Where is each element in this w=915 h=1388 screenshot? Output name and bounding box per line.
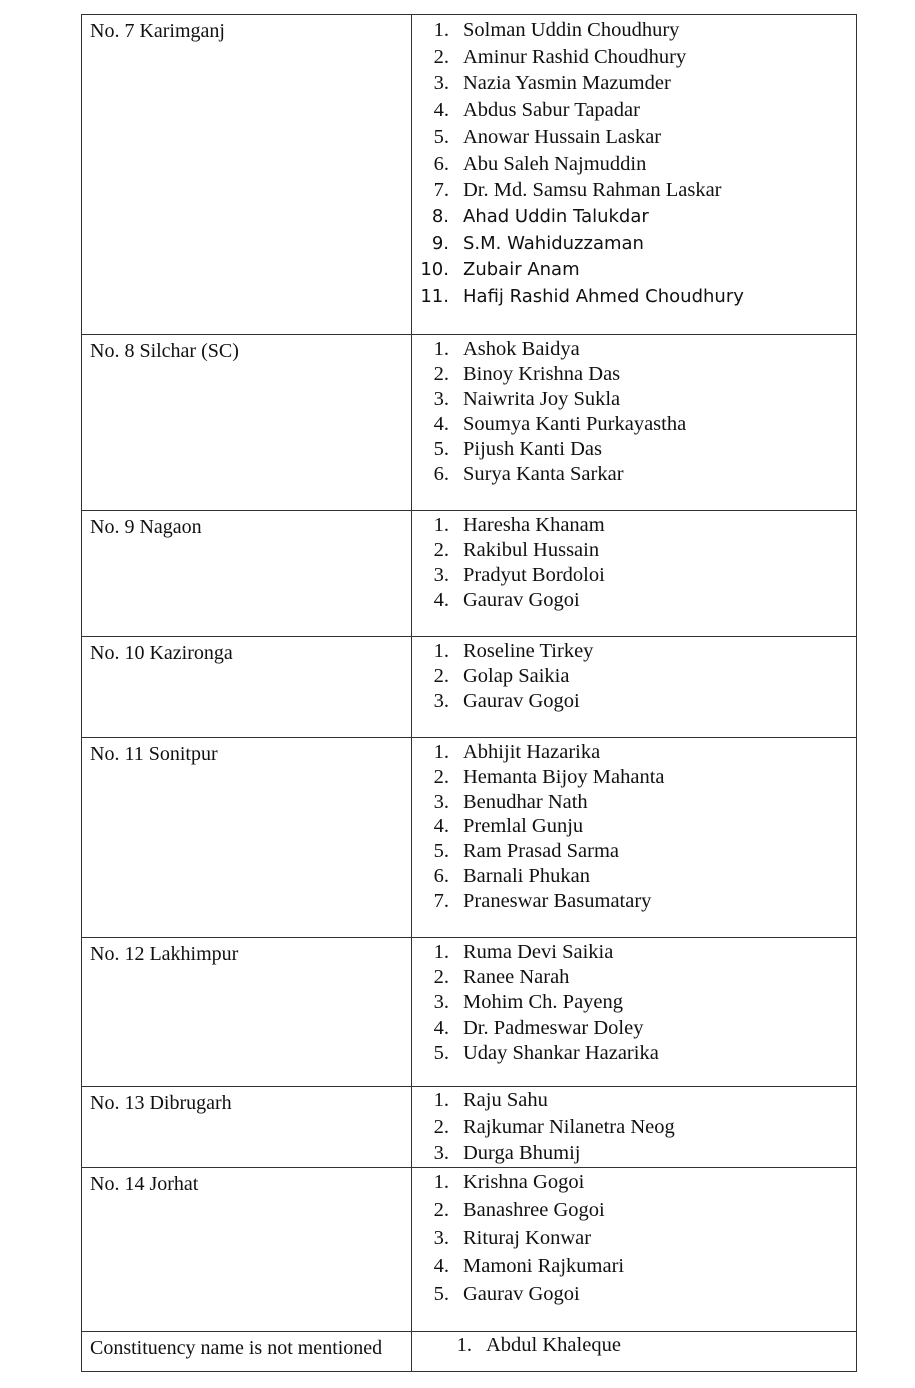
candidate-number: 1. [433, 514, 449, 536]
candidate-number: 5. [433, 438, 449, 460]
constituency-name: No. 7 Karimganj [90, 20, 225, 42]
list-item [412, 44, 856, 71]
candidate-number: 4. [433, 1016, 449, 1039]
candidate-name: Banashree Gogoi [463, 1198, 605, 1221]
candidate-name: Gaurav Gogoi [463, 690, 580, 712]
candidate-number: 3. [433, 388, 449, 410]
list-item [412, 1087, 856, 1114]
list-item [412, 204, 856, 231]
candidate-number: 4. [433, 589, 449, 611]
list-item [412, 990, 856, 1015]
candidate-list [412, 15, 856, 311]
candidate-name: Rituraj Konwar [463, 1226, 592, 1249]
constituency-name: No. 14 Jorhat [90, 1172, 199, 1195]
list-item [412, 462, 856, 487]
constituency-name: No. 12 Lakhimpur [90, 943, 239, 965]
candidate-name: Abdus Sabur Tapadar [463, 99, 640, 122]
list-item [412, 1016, 856, 1041]
candidate-number: 2. [433, 539, 449, 561]
table-row [82, 637, 857, 738]
candidate-list [412, 738, 856, 914]
candidate-name: Ashok Baidya [463, 338, 580, 360]
candidate-number: 6. [433, 463, 449, 485]
candidate-number: 2. [433, 966, 449, 989]
list-item [412, 814, 856, 839]
table-row [82, 511, 857, 637]
candidate-number: 10. [420, 259, 449, 281]
list-item [412, 97, 856, 124]
table-row [82, 1167, 857, 1331]
candidate-name: Naiwrita Joy Sukla [463, 388, 621, 410]
list-item [412, 689, 856, 714]
candidate-name: Hemanta Bijoy Mahanta [463, 765, 665, 788]
candidate-name: Rakibul Hussain [463, 539, 600, 561]
candidate-name: Nazia Yasmin Mazumder [463, 72, 671, 95]
candidate-name: Ranee Narah [463, 966, 570, 989]
candidate-number: 2. [433, 45, 449, 68]
table-row [82, 1331, 857, 1371]
candidate-name: Dr. Md. Samsu Rahman Laskar [463, 179, 722, 202]
candidate-name: Benudhar Nath [463, 790, 588, 813]
list-item [412, 740, 856, 765]
list-item [412, 70, 856, 97]
candidate-name: Ram Prasad Sarma [463, 840, 619, 863]
list-item [412, 1224, 856, 1252]
list-item [412, 437, 856, 462]
candidate-number: 1. [433, 741, 449, 763]
candidate-number: 4. [433, 815, 449, 838]
candidate-name: Pijush Kanti Das [463, 438, 602, 460]
list-item [412, 839, 856, 864]
candidate-number: 7. [433, 889, 449, 912]
candidate-name: Pradyut Bordoloi [463, 564, 605, 586]
list-item [412, 1168, 856, 1196]
list-item [412, 588, 856, 613]
candidate-number: 2. [433, 765, 449, 788]
candidate-list [412, 511, 856, 613]
candidate-name: Uday Shankar Hazarika [463, 1041, 659, 1064]
list-item [412, 1140, 856, 1167]
candidate-number: 2. [433, 665, 449, 687]
candidate-name: Barnali Phukan [463, 864, 590, 887]
list-item [412, 387, 856, 412]
candidate-name: Golap Saikia [463, 665, 570, 687]
candidate-number: 1. [433, 1170, 449, 1193]
list-item [412, 864, 856, 889]
candidate-number: 9. [431, 232, 449, 254]
constituency-name: No. 10 Kazironga [90, 642, 233, 664]
candidate-number: 2. [433, 1198, 449, 1221]
candidate-number: 1. [433, 19, 449, 41]
candidate-number: 3. [433, 690, 449, 712]
candidate-name: Binoy Krishna Das [463, 363, 621, 385]
list-item [412, 1041, 856, 1066]
candidate-number: 5. [433, 840, 449, 863]
table-row [82, 1087, 857, 1168]
list-item [412, 177, 856, 204]
candidate-name: Raju Sahu [463, 1089, 548, 1111]
list-item [412, 1196, 856, 1224]
candidate-name: Durga Bhumij [463, 1142, 581, 1164]
table-row [82, 15, 857, 335]
candidate-number: 4. [433, 1254, 449, 1277]
candidate-list [412, 637, 856, 714]
table-row [82, 335, 857, 511]
list-item [412, 412, 856, 437]
candidate-name: Soumya Kanti Purkayastha [463, 413, 687, 435]
list-item [412, 1280, 856, 1308]
candidate-name: Gaurav Gogoi [463, 1282, 580, 1305]
candidate-number: 2. [433, 363, 449, 385]
list-item [412, 124, 856, 151]
candidate-name: Mamoni Rajkumari [463, 1254, 625, 1277]
candidate-name: Ruma Devi Saikia [463, 941, 614, 963]
candidate-number: 1. [456, 1333, 472, 1356]
candidate-list [412, 938, 856, 1066]
candidate-name: Aminur Rashid Choudhury [463, 45, 687, 68]
list-item [412, 362, 856, 387]
candidate-list [412, 1087, 856, 1167]
candidate-number: 6. [433, 864, 449, 887]
candidate-number: 8. [431, 205, 449, 227]
list-item [412, 337, 856, 362]
list-item [412, 639, 856, 664]
constituency-name: No. 11 Sonitpur [90, 743, 218, 765]
table-row [82, 938, 857, 1087]
candidate-number: 1. [433, 1089, 449, 1111]
candidate-number: 3. [433, 72, 449, 95]
list-item [412, 257, 856, 284]
candidate-name: Surya Kanta Sarkar [463, 463, 624, 485]
candidate-number: 5. [433, 1282, 449, 1305]
candidate-list [412, 1332, 856, 1357]
candidate-name: Mohim Ch. Payeng [463, 991, 624, 1014]
list-item [412, 940, 856, 965]
table-row [82, 738, 857, 938]
candidate-number: 2. [433, 1115, 449, 1138]
candidate-number: 1. [433, 640, 449, 662]
candidate-list [412, 335, 856, 487]
candidate-name: S.M. Wahiduzzaman [463, 232, 644, 254]
candidate-name: Rajkumar Nilanetra Neog [463, 1115, 675, 1138]
candidate-number: 4. [433, 99, 449, 122]
list-item [412, 1114, 856, 1141]
candidate-number: 6. [433, 152, 449, 175]
candidate-name: Abu Saleh Najmuddin [463, 152, 647, 175]
candidate-name: Roseline Tirkey [463, 640, 594, 662]
candidate-number: 3. [433, 790, 449, 813]
candidate-number: 3. [433, 1226, 449, 1249]
candidate-number: 5. [433, 125, 449, 148]
candidate-name: Krishna Gogoi [463, 1170, 585, 1193]
list-item [412, 790, 856, 815]
constituency-name: No. 9 Nagaon [90, 516, 202, 538]
candidate-name: Haresha Khanam [463, 514, 605, 536]
candidate-number: 3. [433, 564, 449, 586]
list-item [412, 1334, 856, 1357]
candidate-name: Hafij Rashid Ahmed Choudhury [463, 286, 744, 308]
list-item [412, 17, 856, 44]
list-item [412, 889, 856, 914]
candidate-number: 5. [433, 1041, 449, 1064]
candidate-name: Zubair Anam [463, 259, 580, 281]
list-item [412, 513, 856, 538]
list-item [412, 1252, 856, 1280]
candidate-name: Gaurav Gogoi [463, 589, 580, 611]
list-item [412, 231, 856, 258]
list-item [412, 765, 856, 790]
candidate-number: 1. [433, 941, 449, 963]
candidate-name: Abhijit Hazarika [463, 741, 601, 763]
candidate-number: 7. [433, 179, 449, 202]
constituency-name: No. 8 Silchar (SC) [90, 340, 239, 362]
candidate-list [412, 1168, 856, 1308]
list-item [412, 563, 856, 588]
candidate-number: 3. [433, 1142, 449, 1164]
constituency-name: Constituency name is not mentioned [90, 1336, 383, 1359]
candidates-table [81, 14, 857, 1372]
candidate-name: Solman Uddin Choudhury [463, 19, 680, 41]
candidate-name: Anowar Hussain Laskar [463, 125, 662, 148]
list-item [412, 664, 856, 689]
candidate-number: 1. [433, 338, 449, 360]
candidate-name: Ahad Uddin Talukdar [463, 205, 649, 227]
candidate-name: Premlal Gunju [463, 815, 584, 838]
candidate-number: 11. [420, 286, 449, 308]
candidate-name: Abdul Khaleque [486, 1333, 621, 1356]
candidate-name: Dr. Padmeswar Doley [463, 1016, 644, 1039]
list-item [412, 538, 856, 563]
constituency-name: No. 13 Dibrugarh [90, 1092, 232, 1114]
candidate-name: Praneswar Basumatary [463, 889, 652, 912]
list-item [412, 284, 856, 311]
candidate-number: 3. [433, 991, 449, 1014]
candidate-number: 4. [433, 413, 449, 435]
list-item [412, 151, 856, 178]
list-item [412, 965, 856, 990]
